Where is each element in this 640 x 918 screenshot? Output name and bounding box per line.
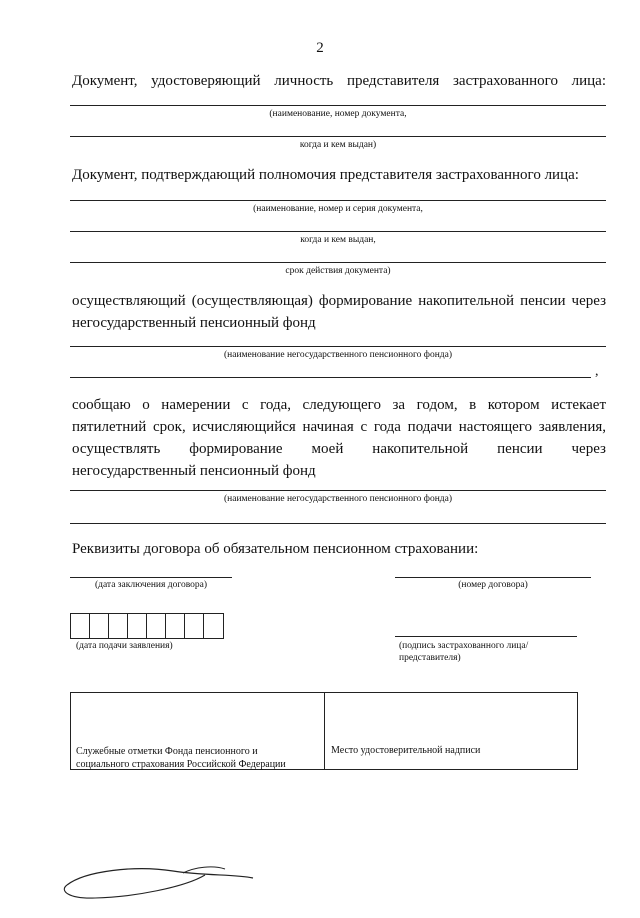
contract-heading: Реквизиты договора об обязательном пенсионном страховании: (72, 541, 479, 557)
office-box-divider (324, 693, 325, 769)
date-cell[interactable] (204, 614, 223, 638)
signature-scribble (55, 855, 265, 905)
rep-identity-field-1[interactable] (70, 105, 606, 106)
new-fund-field-2[interactable] (70, 523, 606, 524)
contract-number-field[interactable] (395, 577, 591, 578)
certification-place-label: Место удостоверительной надписи (331, 745, 481, 756)
rep-authority-caption-2: когда и кем выдан, (300, 235, 376, 245)
date-cell[interactable] (71, 614, 90, 638)
current-fund-field-2[interactable] (70, 377, 591, 378)
rep-identity-heading: Документ, удостоверяющий личность представителя застрахованного лица: (72, 73, 606, 89)
current-fund-text-2: негосударственный пенсионный фонд (72, 315, 316, 331)
signature-caption-2: представителя) (399, 653, 461, 663)
current-fund-comma: , (595, 364, 599, 379)
current-fund-caption: (наименование негосударственного пенсионного фонда) (224, 350, 452, 360)
rep-identity-caption-2: когда и кем выдан) (299, 140, 377, 150)
rep-authority-heading: Документ, подтверждающий полномочия представителя застрахованного лица: (72, 167, 579, 183)
submission-date-caption: (дата подачи заявления) (76, 641, 173, 651)
date-cell[interactable] (128, 614, 147, 638)
office-marks-label (76, 745, 286, 771)
contract-date-field[interactable] (70, 577, 232, 578)
date-cell[interactable] (90, 614, 109, 638)
contract-date-caption: (дата заключения договора) (94, 580, 208, 590)
office-marks-line-2: социального страхования Российской Федерации (76, 759, 286, 770)
date-cell[interactable] (166, 614, 185, 638)
current-fund-field-1[interactable] (70, 346, 606, 347)
office-marks-line-1: Служебные отметки Фонда пенсионного и (76, 746, 258, 757)
signature-caption-1: (подпись застрахованного лица/ (399, 641, 529, 651)
signature-field[interactable] (395, 636, 577, 637)
current-fund-text-1: осуществляющий (осуществляющая) формирование накопительной пенсии через (72, 293, 606, 309)
rep-authority-caption-3: срок действия документа) (285, 266, 391, 276)
intent-text-2: пятилетний срок, исчисляющийся начиная с года подачи настоящего заявления, (72, 419, 606, 435)
new-fund-field-1[interactable] (70, 490, 606, 491)
rep-identity-field-2[interactable] (70, 136, 606, 137)
rep-authority-field-1[interactable] (70, 200, 606, 201)
rep-identity-caption-1: (наименование, номер документа, (269, 109, 407, 119)
rep-authority-caption-1: (наименование, номер и серия документа, (253, 204, 423, 214)
rep-authority-field-2[interactable] (70, 231, 606, 232)
intent-text-4: негосударственный пенсионный фонд (72, 463, 316, 479)
submission-date-cells[interactable] (70, 613, 224, 639)
intent-text-3: осуществлять формирование моей накопительной пенсии через (72, 441, 606, 457)
page-number: 2 (316, 40, 324, 56)
date-cell[interactable] (109, 614, 128, 638)
date-cell[interactable] (185, 614, 204, 638)
date-cell[interactable] (147, 614, 166, 638)
rep-authority-field-3[interactable] (70, 262, 606, 263)
new-fund-caption: (наименование негосударственного пенсионного фонда) (224, 494, 452, 504)
contract-number-caption: (номер договора) (458, 580, 528, 590)
office-marks-box (70, 692, 578, 770)
intent-text-1: сообщаю о намерении с года, следующего за годом, в котором истекает (72, 397, 606, 413)
